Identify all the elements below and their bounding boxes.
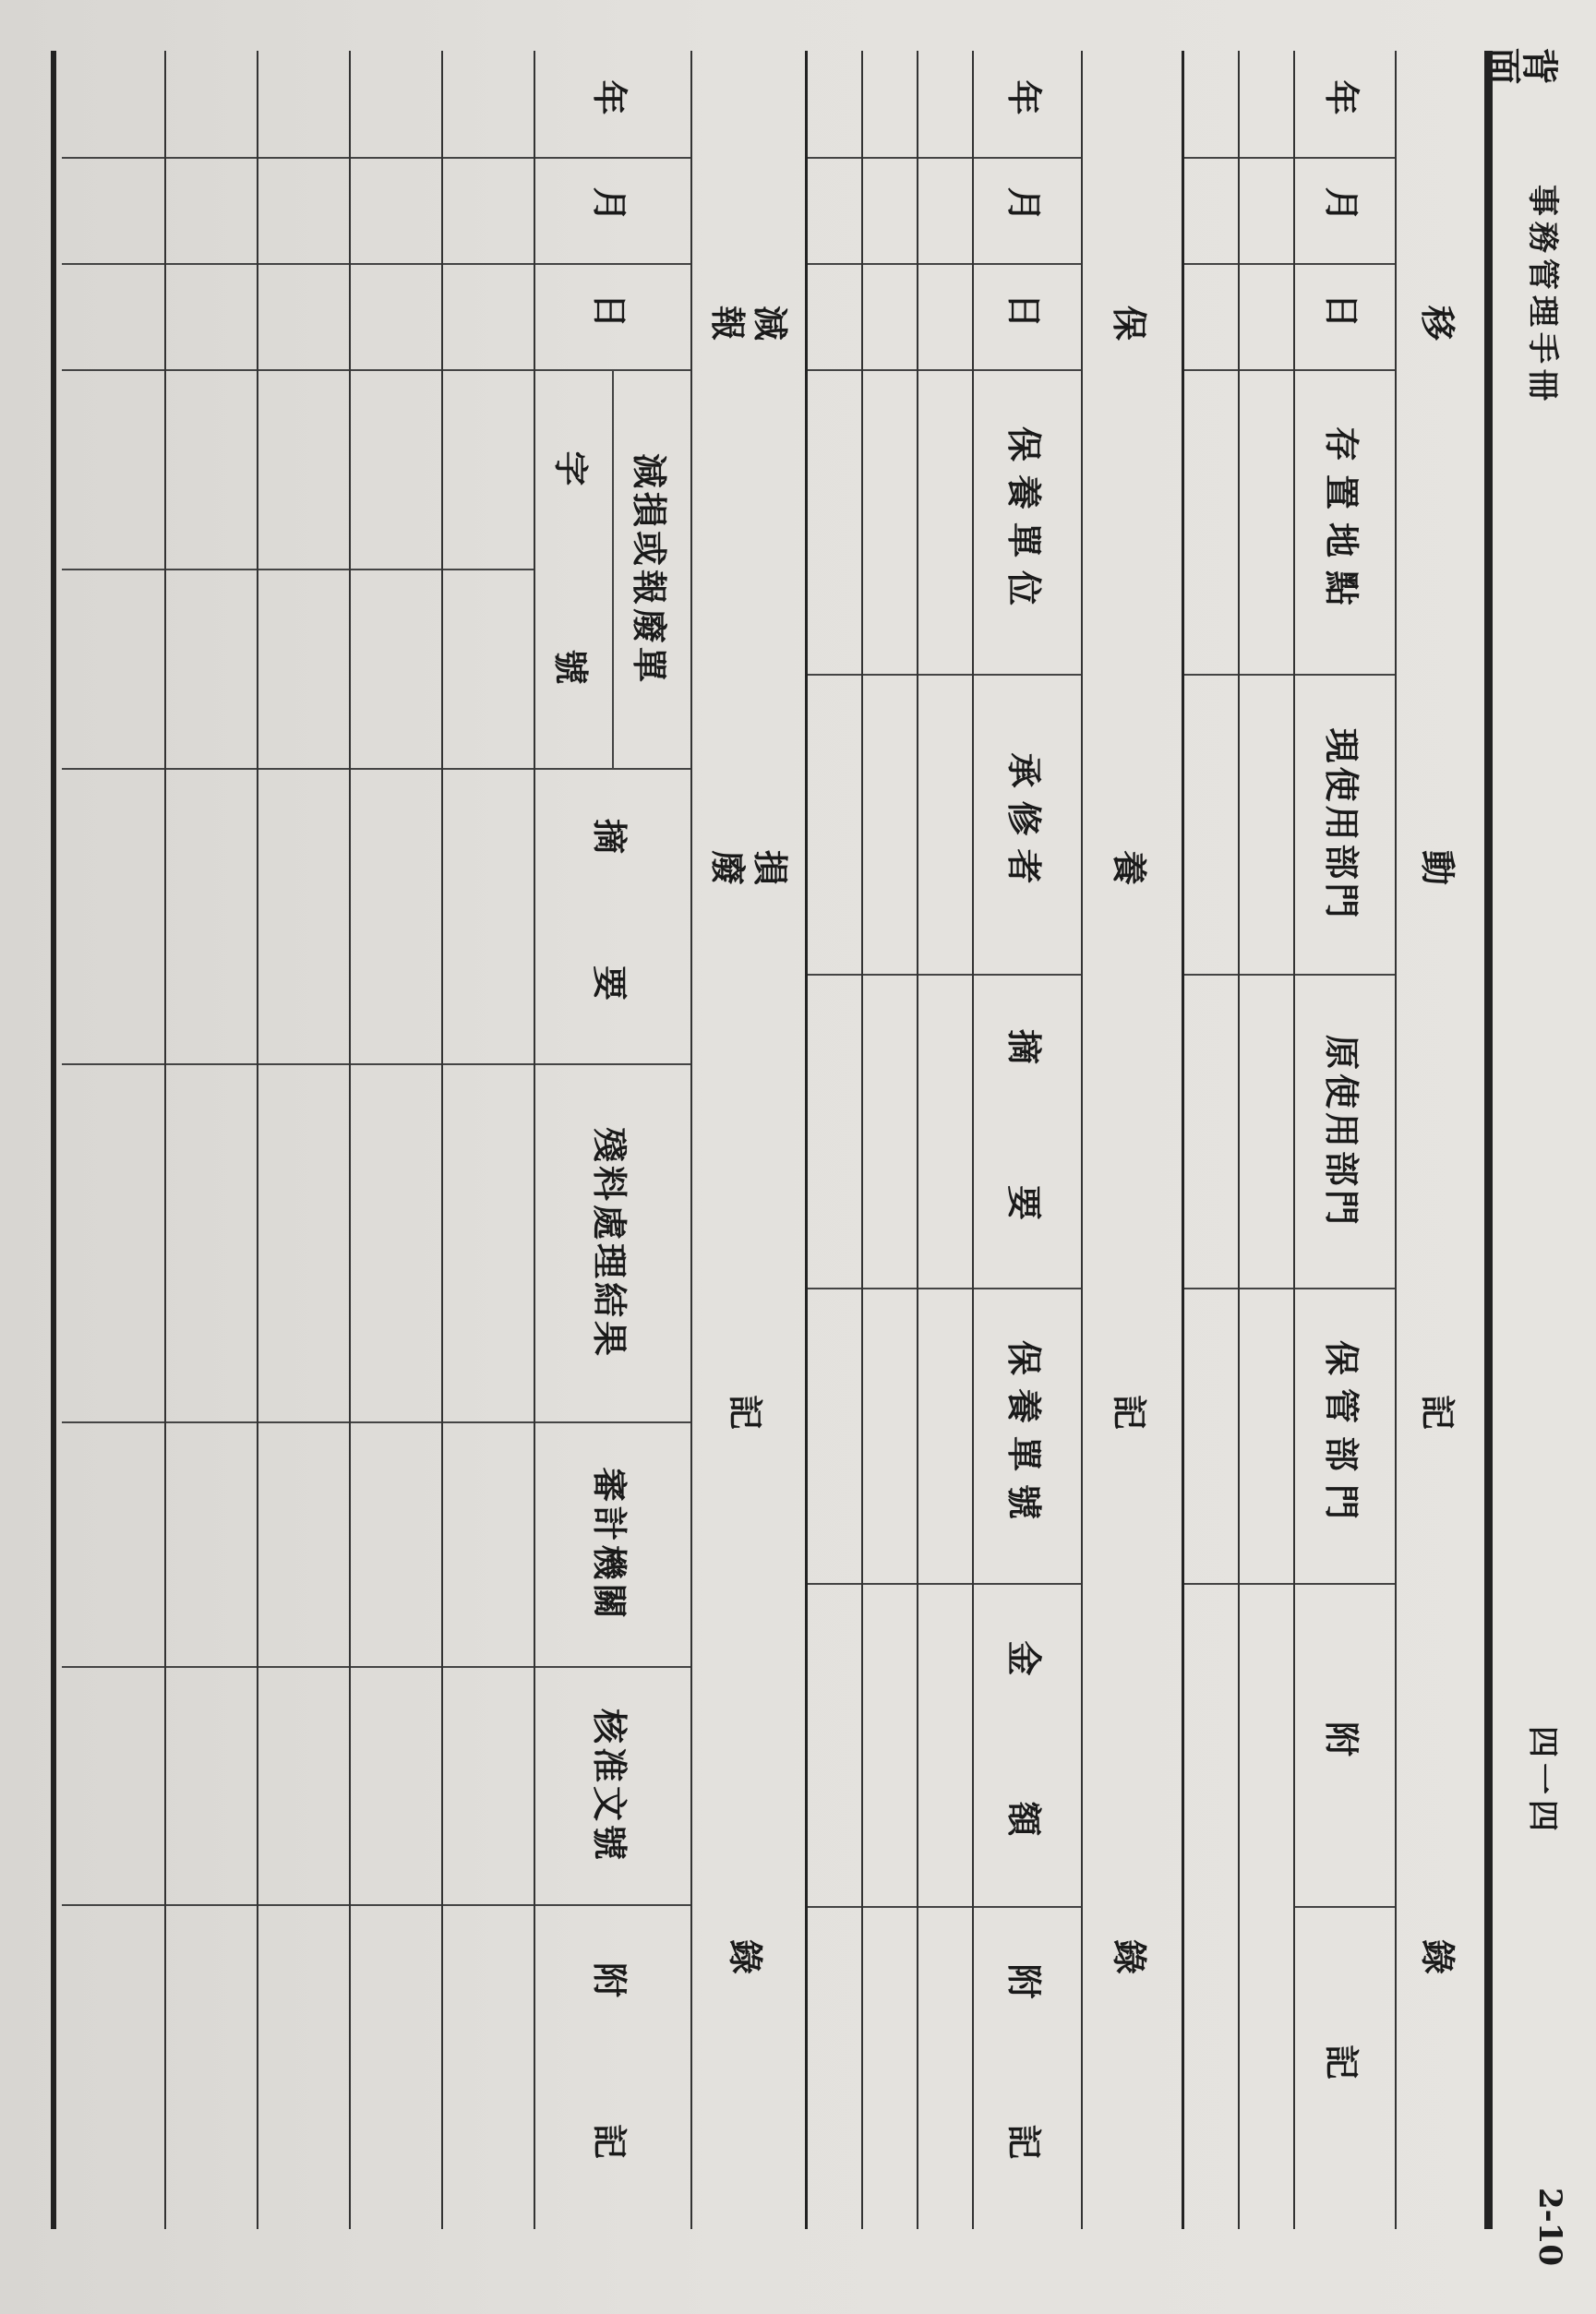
column-header: 要 [589,965,631,1013]
scrap-title-char: 減 [750,305,791,341]
transfer-entry-row [1240,51,1295,2229]
scrap-header-row [535,51,692,2229]
column-header: 附 [1295,1583,1395,1906]
transfer-title-char: 移 [1417,305,1458,341]
column-header: 附 [974,1906,1081,2068]
maintenance-title-char: 錄 [1109,1938,1150,1974]
column-header: 年 [1003,79,1046,128]
column-header: 字 [550,450,592,490]
column-header: 減損或報廢單 [612,371,690,768]
column-header: 保管部門 [1295,1288,1395,1583]
side-label: 背面 [1485,42,1559,85]
scrap-entry-row [166,51,258,2229]
column-header: 月 [1295,157,1395,263]
column-header: 月 [535,157,690,263]
scrap-entry-row [443,51,535,2229]
column-header: 要 [1003,1184,1046,1233]
maintenance-title [1083,51,1182,2229]
maintenance-entry-row [918,51,974,2229]
column-header: 核准文號 [535,1666,690,1904]
column-header: 審計機關 [535,1421,690,1666]
column-header: 年 [1321,79,1363,128]
maintenance-entry-row [808,51,863,2229]
column-header: 存置地點 [1295,369,1395,674]
page-label: 四一四 [1524,1726,1561,1837]
transfer-header-row [1295,51,1397,2229]
column-header: 記 [1295,1906,1395,2229]
column-header: 保養單號 [974,1288,1081,1583]
transfer-title-char: 動 [1417,849,1458,885]
column-header: 附 [535,1904,690,2067]
column-header: 日 [535,263,690,369]
transfer-title-row [1397,51,1487,2229]
maintenance-title-char: 保 [1109,305,1150,341]
maintenance-title-char: 記 [1109,1394,1150,1430]
column-header: 現使用部門 [1295,674,1395,974]
transfer-entry-row [1184,51,1240,2229]
maintenance-header-row [974,51,1083,2229]
column-header: 年 [589,79,631,128]
scrap-title-char: 損 [750,849,791,885]
scrap-title-char: 記 [725,1394,767,1430]
scrap-title-char: 錄 [725,1938,767,1974]
column-header-sub [535,371,612,768]
column-header: 保養單位 [974,369,1081,674]
record-table [51,51,1493,2229]
column-header: 號 [550,649,592,689]
scrap-entry-row [351,51,443,2229]
column-header: 原使用部門 [1295,974,1395,1288]
scrap-title-char [706,850,791,885]
column-header: 月 [974,157,1081,263]
book-title: 事務管理手冊 [1524,185,1561,406]
transfer-title-char: 錄 [1417,1938,1458,1974]
column-header: 日 [974,263,1081,369]
column-header: 摘 [974,974,1081,1131]
scrap-title-row [692,51,808,2229]
page-code: 2-10 [1531,2188,1568,2267]
column-header-group [535,369,690,768]
maintenance-title-row [1083,51,1184,2229]
maintenance-entry-row [863,51,918,2229]
scrap-title-char: 報 [707,305,749,341]
column-header: 額 [1003,1801,1046,1850]
column-header: 日 [1295,263,1395,369]
column-header: 承修者 [974,674,1081,974]
transfer-title-char: 記 [1417,1394,1458,1430]
scrap-entry-row [62,51,166,2229]
scrap-title-char: 廢 [707,849,749,885]
scrap-title-char [706,306,791,341]
maintenance-title-char: 養 [1109,849,1150,885]
column-header: 記 [589,2123,631,2172]
scrap-entry-row [258,51,351,2229]
column-header: 摘 [535,768,690,916]
column-header: 金 [974,1583,1081,1744]
scrap-title [692,51,805,2229]
column-header: 殘料處理結果 [535,1063,690,1421]
column-header: 記 [1003,2124,1046,2173]
transfer-title [1397,51,1484,2229]
